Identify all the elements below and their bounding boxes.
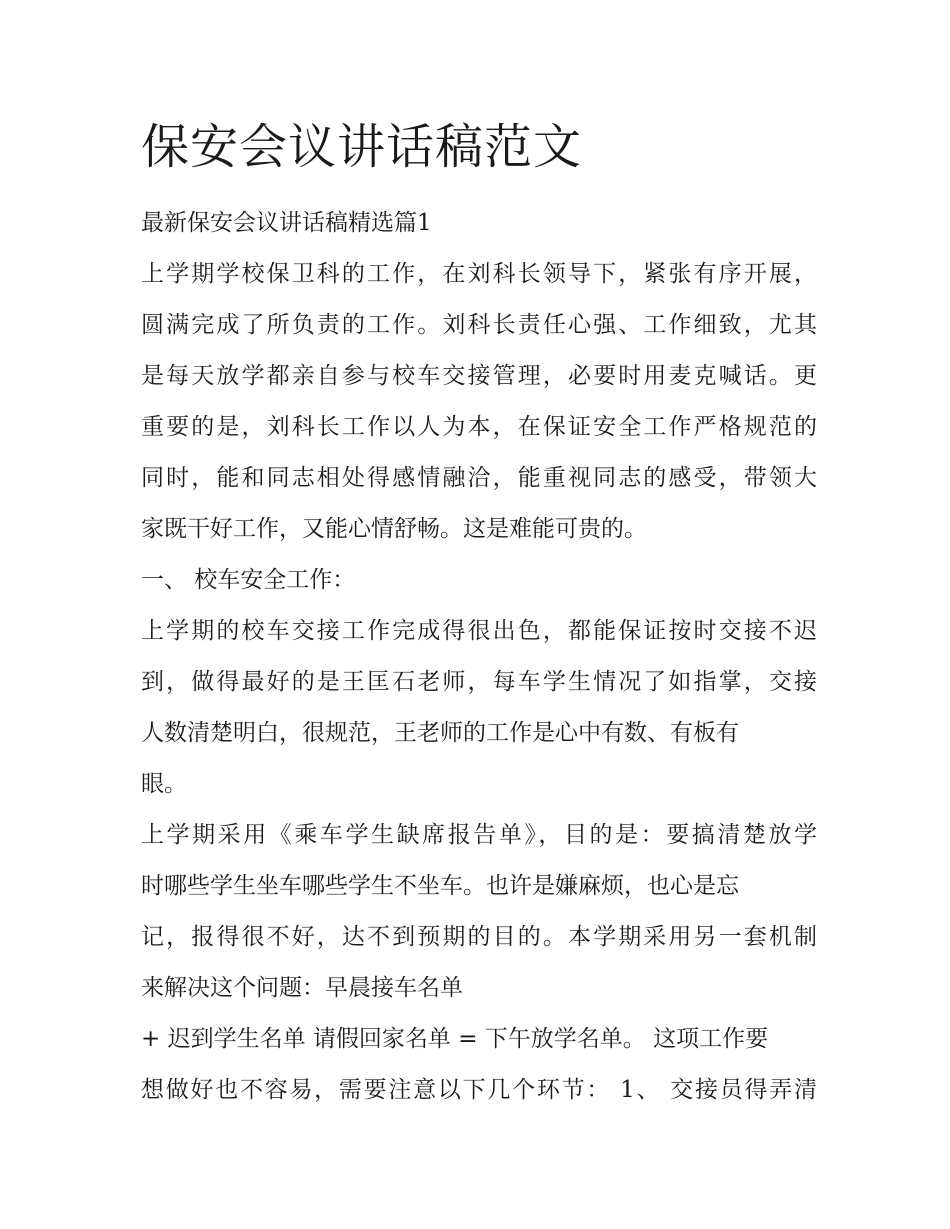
paragraph-line: 同时，能和同志相处得感情融洽，能重视同志的感受，带领大 [141, 465, 817, 491]
section-heading: 最新保安会议讲话稿精选篇1 [141, 210, 432, 236]
paragraph-line: + 迟到学生名单 请假回家名单 = 下午放学名单。 这项工作要 [141, 1026, 769, 1052]
paragraph-line: 重要的是，刘科长工作以人为本，在保证安全工作严格规范的 [141, 414, 817, 440]
paragraph-line: 是每天放学都亲自参与校车交接管理，必要时用麦克喊话。更 [141, 363, 817, 389]
paragraph-line: 想做好也不容易，需要注意以下几个环节： 1、 交接员得弄清 [141, 1077, 817, 1103]
paragraph-line: 圆满完成了所负责的工作。刘科长责任心强、工作细致，尤其 [141, 312, 817, 338]
paragraph-line: 来解决这个问题：早晨接车名单 [141, 975, 463, 1001]
paragraph-line: 人数清楚明白，很规范，王老师的工作是心中有数、有板有 [141, 720, 739, 746]
paragraph-line: 到，做得最好的是王匡石老师，每车学生情况了如指掌，交接 [141, 669, 817, 695]
paragraph-line: 上学期的校车交接工作完成得很出色，都能保证按时交接不迟 [141, 618, 817, 644]
paragraph-line: 上学期学校保卫科的工作，在刘科长领导下，紧张有序开展， [141, 261, 817, 287]
paragraph-line: 上学期采用《乘车学生缺席报告单》，目的是：要搞清楚放学 [141, 822, 817, 848]
paragraph-line: 家既干好工作，又能心情舒畅。这是难能可贵的。 [141, 516, 647, 542]
subheading: 一、 校车安全工作： [141, 567, 356, 593]
document-page [141, 112, 817, 1116]
paragraph-line: 眼。 [141, 771, 187, 797]
paragraph-line: 时哪些学生坐车哪些学生不坐车。也许是嫌麻烦，也心是忘 [141, 873, 739, 899]
document-title: 保安会议讲话稿范文 [141, 119, 583, 175]
paragraph-line: 记，报得很不好，达不到预期的目的。本学期采用另一套机制 [141, 924, 817, 950]
